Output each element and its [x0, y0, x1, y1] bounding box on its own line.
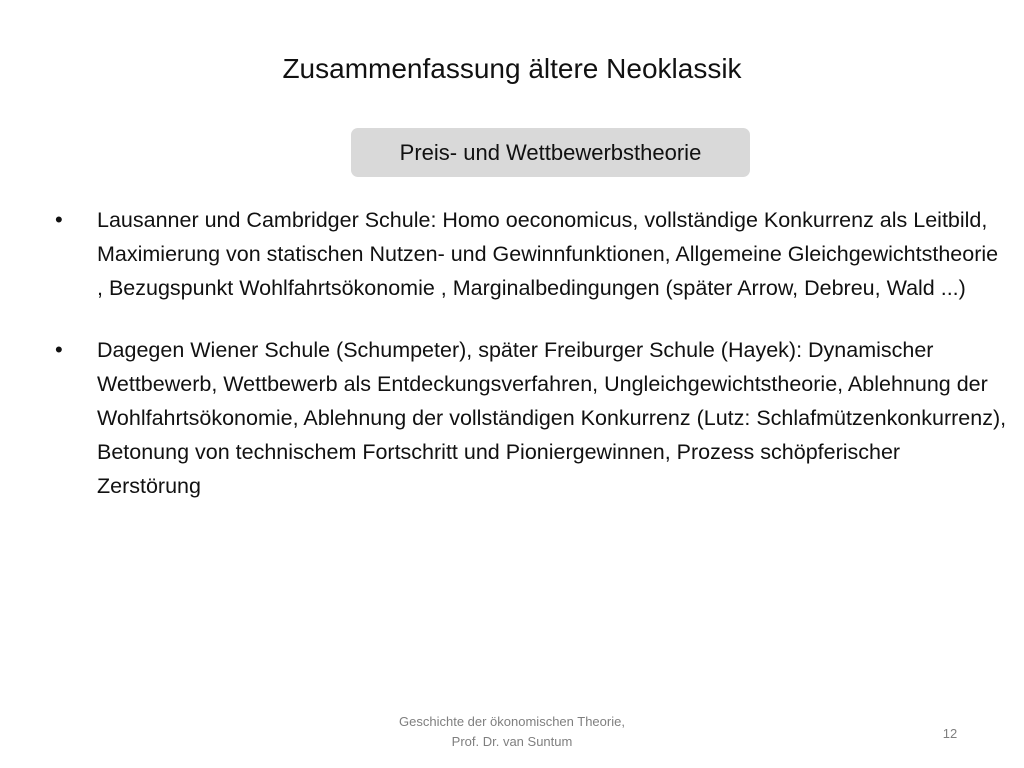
- bullet-item-2: [55, 333, 1010, 503]
- bullet-text: Dagegen Wiener Schule (Schumpeter), später Freiburger Schule (Hayek): Dynamischer Wettbewerb, Wettbewerb als Entdeckungsverfahren, Ungleichgewichtstheorie, Ablehnung der Wohlfahrtsökonomie, Ablehnung der vollständigen Konkurrenz (Lutz: Schlafmützenkonkurrenz), Betonung von technischem Fortschritt und Pioniergewinnen, Prozess schöpferischer Zerstörung: [97, 338, 1007, 498]
- section-badge-label: Preis- und Wettbewerbstheorie: [399, 139, 702, 165]
- section-badge: [351, 128, 750, 177]
- slide-title: Zusammenfassung ältere Neoklassik: [282, 53, 742, 84]
- page-number: 12: [942, 726, 958, 741]
- footer-course-title: Geschichte der ökonomischen Theorie,: [399, 714, 625, 729]
- footer-author: Prof. Dr. van Suntum: [451, 734, 573, 749]
- bullet-list: [55, 203, 1010, 531]
- bullet-text: Lausanner und Cambridger Schule: Homo oeconomicus, vollständige Konkurrenz als Leitbild, Maximierung von statischen Nutzen- und Gewinnfunktionen, Allgemeine Gleichgewichtstheorie , Bezugspunkt Wohlfahrtsökonomie , Marginalbedingungen (später Arrow, Debreu, Wald ...): [97, 208, 999, 300]
- bullet-marker: •: [55, 337, 63, 362]
- bullet-marker: •: [55, 207, 63, 232]
- bullet-item-1: [55, 203, 1010, 305]
- footer-credit: [362, 712, 662, 752]
